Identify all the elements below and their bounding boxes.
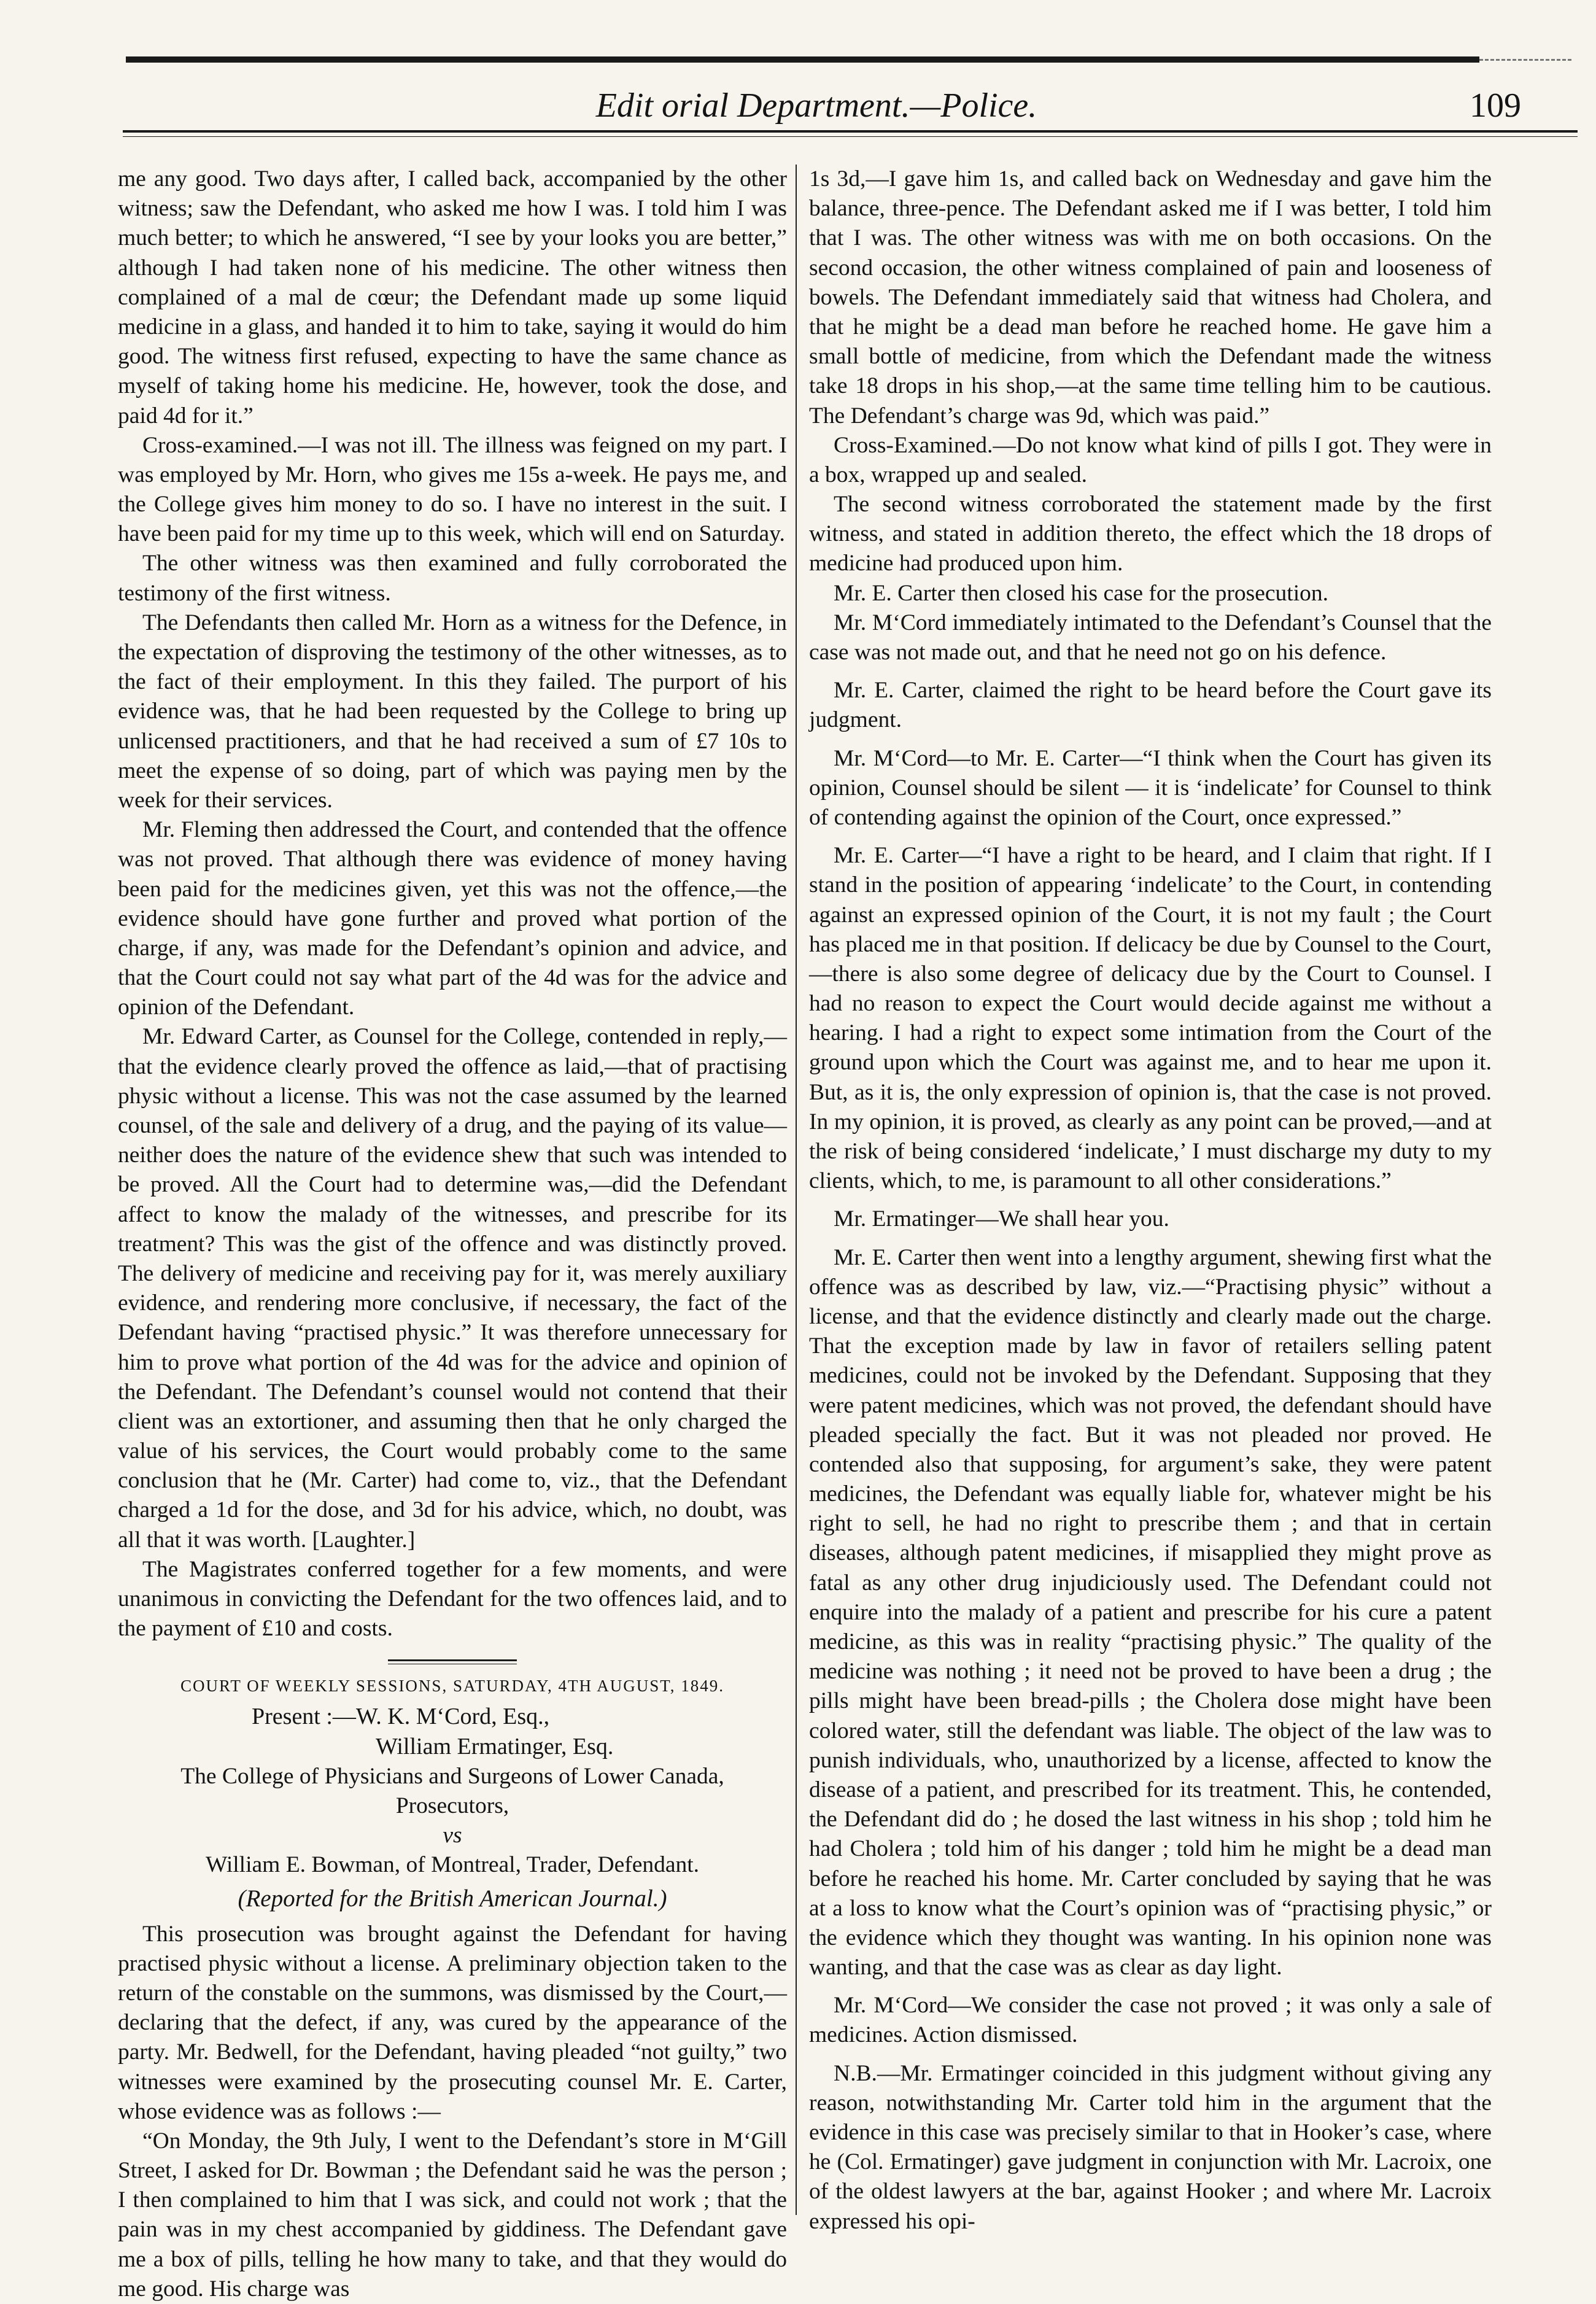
section-separator	[388, 1659, 517, 1664]
top-rule-faint	[1479, 59, 1571, 63]
right-paragraph-6: Mr. E. Carter, claimed the right to be heard before the Court gave its judgment.	[809, 678, 1492, 733]
running-head: Edit orial Department.—Police.	[595, 87, 1037, 125]
prosecutors-line: Prosecutors,	[395, 1793, 509, 1818]
right-paragraph-9: Mr. Ermatinger—We shall hear you.	[834, 1206, 1169, 1232]
left-paragraph-3: The other witness was then examined and fully corroborated the testimony of the first witness.	[118, 551, 787, 606]
right-paragraph-11: Mr. M‘Cord—We consider the case not proved ; it was only a sale of medicines. Action dismissed.	[809, 1993, 1492, 2048]
defendant-line: William E. Bowman, of Montreal, Trader, Defendant.	[205, 1852, 700, 1878]
present-line-1: Present :—W. K. M‘Cord, Esq.,	[252, 1704, 550, 1730]
court-heading: COURT OF WEEKLY SESSIONS, SATURDAY, 4TH AUGUST, 1849.	[180, 1677, 725, 1696]
column-divider	[796, 165, 797, 2215]
right-paragraph-2: Cross-Examined.—Do not know what kind of pills I got. They were in a box, wrapped up and sealed.	[809, 432, 1492, 487]
page-number: 109	[1470, 87, 1521, 125]
right-paragraph-10: Mr. E. Carter then went into a lengthy argument, shewing first what the offence was as described by law, viz.—“Practising physic” without a license, and that the evidence distinctly and clearly made out the charge. That the exception made by law in favor of retailers selling patent medicines, could not be invoked by the Defendant. Supposing that they were patent medicines, which was not proved, the defendant should have pleaded specially the fact. But it was not pleaded nor proved. He contended also that supposing, for argument’s sake, they were patent medicines, the Defendant was equally liable for, whatever might be his right to sell, he had no right to prescribe them ; and that in certain diseases, although patent medicines, if misapplied they might prove as fatal as any other drug injudiciously used. The Defendant could not enquire into the malady of a patient and prescribe for his cure a patent medicine, as this was in reality “practising physic.” The quality of the medicine was nothing ; it need not be proved to have been a drug ; the pills might have been bread-pills ; the Cholera dose might have been colored water, still the defendant was liable. The object of the law was to punish individuals, who, unauthorized by a license, affected to know the disease of a patient, and prescribed for its treatment. This, he contended, the Defendant did do ; he dosed the last witness in his shop ; told him he had Cholera ; told him of his danger ; told him he might be a dead man before he reached his home. Mr. Carter concluded by saying that he was at a loss to know what the Court’s opinion was of “practising physic,” or the evidence which they thought was wanting. In his opinion none was wanting, and that the case was as clear as day light.	[809, 1244, 1492, 1980]
left-paragraph-7: The Magistrates conferred together for a few moments, and were unanimous in convicting the Defendant for the two offences laid, and to the payment of £10 and costs.	[118, 1556, 787, 1642]
left-paragraph-2: Cross-examined.—I was not ill. The illness was feigned on my part. I was employed by Mr. Horn, who gives me 15s a-week. He pays me, and the College gives him money to do so. I have no interest in the suit. I have been paid for my time up to this week, which will end on Saturday.	[118, 432, 787, 547]
present-line-2: William Ermatinger, Esq.	[376, 1733, 614, 1759]
top-rule	[126, 56, 1479, 63]
right-column	[809, 165, 1492, 2236]
header-rule-thin	[123, 136, 1578, 137]
versus-line: vs	[443, 1823, 462, 1848]
right-paragraph-1: 1s 3d,—I gave him 1s, and called back on Wednesday and gave him the balance, three-pence. The Defendant asked me if I was better, I told him that I was. The other witness was with me on both occasions. On the second occasion, the other witness complained of pain and looseness of bowels. The Defendant immediately said that witness had Cholera, and that he might be a dead man before he reached home. He gave him a small bottle of medicine, from which the Defendant made the witness take 18 drops in his shop,—at the same time telling him to be cautious. The Defendant’s charge was 9d, which was paid.”	[809, 166, 1492, 429]
right-paragraph-12: N.B.—Mr. Ermatinger coincided in this judgment without giving any reason, notwithstanding Mr. Carter told him in the argument that the evidence in this case was precisely similar to that in Hooker’s case, where he (Col. Ermatinger) gave judgment in conjunction with Mr. Lacroix, one of the oldest lawyers at the bar, against Hooker ; and where Mr. Lacroix expressed his opi-	[809, 2060, 1492, 2234]
right-paragraph-8: Mr. E. Carter—“I have a right to be heard, and I claim that right. If I stand in the position of appearing ‘indelicate’ to the Court, in contending against an expressed opinion of the Court, it is not my fault ; the Court has placed me in that position. If delicacy be due by Counsel to the Court,—there is also some degree of delicacy due by the Court to Counsel. I had no reason to expect the Court would decide against me without a hearing. I had a right to expect some intimation from the Court of the ground upon which the Court was against me, and to hear me upon it. But, as it is, the only expression of opinion is, that the case is not proved. In my opinion, it is proved, as clearly as any point can be proved,—and at the risk of being considered ‘indelicate,’ I must discharge my duty to my clients, which, to me, is paramount to all other considerations.”	[809, 843, 1492, 1194]
right-paragraph-5: Mr. M‘Cord immediately intimated to the Defendant’s Counsel that the case was not made out, and that he need not go on his defence.	[809, 610, 1492, 665]
right-paragraph-3: The second witness corroborated the statement made by the first witness, and stated in addition thereto, the effect which the 18 drops of medicine had produced upon him.	[809, 492, 1492, 576]
left-paragraph-5: Mr. Fleming then addressed the Court, and contended that the offence was not proved. That although there was evidence of money having been paid for the medicines given, yet this was not the offence,—the evidence should have gone further and proved what portion of the charge, if any, was made for the Defendant’s opinion and advice, and that the Court could not say what part of the 4d was for the advice and opinion of the Defendant.	[118, 817, 787, 1020]
left-column	[118, 165, 787, 2304]
right-paragraph-4: Mr. E. Carter then closed his case for the prosecution.	[834, 580, 1329, 606]
left-paragraph-6: Mr. Edward Carter, as Counsel for the College, contended in reply,—that the evidence clearly proved the offence as laid,—that of practising physic without a license. This was not the case assumed by the learned counsel, of the sale and delivery of a drug, and the paying of its value—neither does the nature of the evidence shew that such was intended to be proved. All the Court had to determine was,—did the Defendant affect to know the malady of the witnesses, and prescribe for its treatment? This was the gist of the offence and was distinctly proved. The delivery of medicine and receiving pay for it, was merely auxiliary evidence, and rendering more conclusive, if necessary, the fact of the Defendant having “practised physic.” It was therefore unnecessary for him to prove what portion of the 4d was for the advice and opinion of the Defendant. The Defendant’s counsel would not contend that their client was an extortioner, and assuming then that he only charged the value of his services, the Court would probably come to the same conclusion that he (Mr. Carter) had come to, viz., that the Defendant charged a 1d for the dose, and 3d for his advice, which, no doubt, was all that it was worth. [Laughter.]	[118, 1024, 787, 1553]
left-paragraph-4: The Defendants then called Mr. Horn as a witness for the Defence, in the expectation of disproving the testimony of the other witnesses, as to the fact of their employment. In this they failed. The purport of his evidence was, that he had been requested by the College to bring up unlicensed practitioners, and that he had received a sum of £7 10s to meet the expense of so doing, part of which was paying men by the week for their services.	[118, 610, 787, 813]
left-paragraph-1: me any good. Two days after, I called back, accompanied by the other witness; saw the Defendant, who asked me how I was. I told him I was much better; to which he answered, “I see by your looks you are better,” although I had taken none of his medicine. The other witness then complained of a mal de cœur; the Defendant made up some liquid medicine in a glass, and handed it to him to take, saying it would do him good. The witness first refused, expecting to have the same chance as myself of taking home his medicine. He, however, took the dose, and paid 4d for it.”	[118, 166, 787, 429]
left-paragraph-8: This prosecution was brought against the Defendant for having practised physic without a license. A preliminary objection taken to the return of the constable on the summons, was dismissed by the Court,—declaring that the defect, if any, was cured by the appearance of the party. Mr. Bedwell, for the Defendant, having pleaded “not guilty,” two witnesses were examined by the prosecuting counsel Mr. E. Carter, whose evidence was as follows :—	[118, 1921, 787, 2124]
header-rule	[123, 130, 1578, 133]
left-paragraph-9: “On Monday, the 9th July, I went to the Defendant’s store in M‘Gill Street, I asked for Dr. Bowman ; the Defendant said he was the person ; I then complained to him that I was sick, and could not work ; that the pain was in my chest accompanied by giddiness. The Defendant gave me a box of pills, telling he how many to take, and that they would do me good. His charge was	[118, 2128, 787, 2302]
right-paragraph-7: Mr. M‘Cord—to Mr. E. Carter—“I think when the Court has given its opinion, Counsel should be silent — it is ‘indelicate’ for Counsel to think of contending against the opinion of the Court, once expressed.”	[809, 745, 1492, 830]
college-line: The College of Physicians and Surgeons of Lower Canada,	[180, 1763, 724, 1789]
reported-line: (Reported for the British American Journal.)	[238, 1885, 667, 1912]
